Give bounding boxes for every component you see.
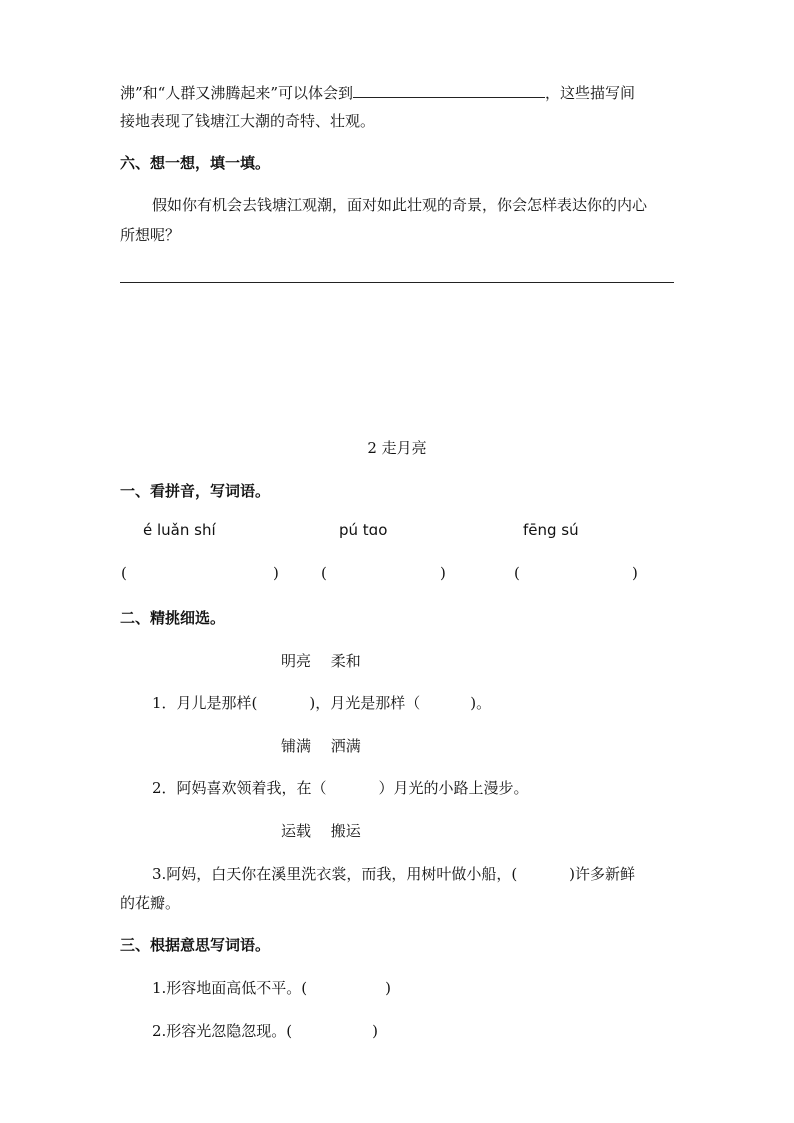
part-3-heading: 三、根据意思写词语。 [120,936,271,954]
pinyin-1: é luǎn shí [143,521,216,539]
answer-box-3[interactable] [523,562,631,582]
definition-1 [152,977,391,998]
question-1 [152,692,491,713]
question-1-b: )，月光是那样（ [309,694,421,712]
definition-1-text: 1.形容地面高低不平。( [152,979,308,997]
section-6-heading: 六、想一想，填一填。 [120,154,271,172]
section-6-question-line-1: 假如你有机会去钱塘江观潮，面对如此壮观的奇景，你会怎样表达你的内心 [152,196,648,214]
prev-line-1 [120,82,635,103]
question-2-b: ）月光的小路上漫步。 [378,779,529,797]
choices-2: 铺满 洒满 [281,737,361,755]
answer-line[interactable] [120,282,674,283]
paren-open-1: ( [121,564,127,582]
choices-1: 明亮 柔和 [281,652,361,670]
section-6-question-line-2: 所想呢？ [120,226,181,244]
question-3 [152,863,635,884]
paren-close-2: ) [440,564,446,582]
question-3-b: )许多新鲜 [569,865,636,883]
pinyin-2: pú tɑo [339,521,388,539]
prev-line-2: 接地表现了钱塘江大潮的奇特、壮观。 [120,112,376,130]
question-2 [152,777,529,798]
paren-open-2: ( [321,564,327,582]
answer-box-1[interactable] [130,562,272,582]
fill-blank[interactable] [353,82,545,98]
question-1-a: 1．月儿是那样( [152,694,258,712]
question-2-a: 2．阿妈喜欢领着我，在（ [152,779,327,797]
prev-line-1-b: ，这些描写间 [545,84,636,102]
question-3-line-2: 的花瓣。 [120,894,181,912]
paren-close-1: ) [273,564,279,582]
prev-line-1-a: 沸”和“人群又沸腾起来”可以体会到 [120,84,354,102]
definition-2-text: 2.形容光忽隐忽现。( [152,1022,293,1040]
paren-open-3: ( [514,564,520,582]
part-1-heading: 一、看拼音，写词语。 [120,482,271,500]
definition-2 [152,1020,378,1041]
paren-close-3: ) [632,564,638,582]
answer-box-2[interactable] [330,562,438,582]
lesson-title: 2 走月亮 [367,439,427,457]
definition-2-close: ) [372,1022,379,1040]
pinyin-3: fēng sú [523,521,579,539]
definition-1-close: ) [385,979,392,997]
choices-3: 运载 搬运 [281,822,361,840]
question-1-c: )。 [470,694,492,712]
part-2-heading: 二、精挑细选。 [120,609,226,627]
question-3-a: 3.阿妈，白天你在溪里洗衣裳，而我，用树叶做小船，( [152,865,518,883]
